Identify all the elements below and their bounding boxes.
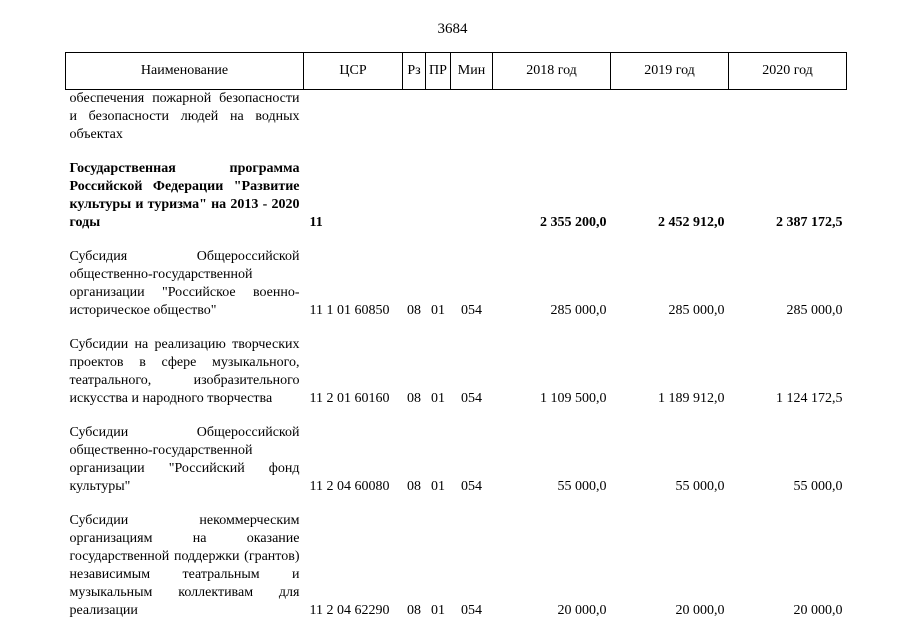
row-2019: 1 189 912,0	[658, 391, 725, 406]
row-name: Субсидии Общероссийской общественно-государственной организации "Российский фонд культуры"	[69, 425, 300, 494]
row-spacer	[66, 408, 847, 424]
row-spacer	[66, 320, 847, 336]
header-2020: 2020 год	[729, 53, 847, 90]
row-name: Субсидия Общероссийской общественно-государственной организации "Российское военно-историческое общество"	[69, 249, 300, 318]
row-csr: 11	[309, 215, 323, 230]
row-rz: 08	[407, 603, 421, 618]
row-pr: 01	[431, 303, 445, 318]
row-min: 054	[461, 603, 482, 618]
table-row	[66, 336, 847, 408]
table-row	[66, 160, 847, 232]
header-2018: 2018 год	[493, 53, 611, 90]
row-2019: 285 000,0	[668, 303, 725, 318]
row-2019	[611, 90, 729, 145]
row-2020: 1 124 172,5	[776, 391, 843, 406]
row-2020: 285 000,0	[786, 303, 843, 318]
row-name: Государственная программа Российской Федерации "Развитие культуры и туризма" на 2013 - 2020 годы	[69, 161, 300, 230]
row-pr	[426, 90, 451, 145]
row-2018: 20 000,0	[557, 603, 607, 618]
row-csr	[304, 90, 403, 145]
row-2018	[493, 90, 611, 145]
row-name: обеспечения пожарной безопасности и безопасности людей на водных объектах	[69, 91, 300, 142]
row-2020: 2 387 172,5	[776, 215, 843, 230]
row-2020: 55 000,0	[793, 479, 843, 494]
row-name: Субсидии на реализацию творческих проектов в сфере музыкального, театрального, изобразительного искусства и народного творчества	[69, 337, 300, 406]
budget-table	[65, 52, 847, 620]
row-rz: 08	[407, 303, 421, 318]
row-2018: 2 355 200,0	[540, 215, 607, 230]
row-2018: 1 109 500,0	[540, 391, 607, 406]
header-name: Наименование	[66, 53, 304, 90]
header-pr: ПР	[426, 53, 451, 90]
row-pr: 01	[431, 603, 445, 618]
table-row	[66, 248, 847, 320]
row-2020: 20 000,0	[793, 603, 843, 618]
row-csr: 11 2 01 60160	[309, 391, 390, 406]
row-2019: 20 000,0	[675, 603, 725, 618]
row-pr: 01	[431, 479, 445, 494]
row-rz: 08	[407, 479, 421, 494]
page-number: 3684	[437, 21, 468, 37]
table-row	[66, 424, 847, 496]
row-2020	[729, 90, 847, 145]
row-min	[451, 90, 493, 145]
row-min	[451, 160, 493, 232]
row-name: Субсидии некоммерческим организациям на оказание государственной поддержки (грантов) независимым театральным и музыкальным коллективам для реализации	[69, 513, 300, 618]
row-spacer	[66, 232, 847, 248]
row-spacer	[66, 144, 847, 160]
row-csr: 11 2 04 62290	[309, 603, 390, 618]
row-2018: 55 000,0	[557, 479, 607, 494]
row-pr	[426, 160, 451, 232]
header-csr: ЦСР	[304, 53, 403, 90]
header-2019: 2019 год	[611, 53, 729, 90]
row-csr: 11 1 01 60850	[309, 303, 390, 318]
header-min: Мин	[451, 53, 493, 90]
row-spacer	[66, 496, 847, 512]
row-csr: 11 2 04 60080	[309, 479, 390, 494]
row-min: 054	[461, 479, 482, 494]
table-header-row	[66, 53, 847, 90]
row-min: 054	[461, 391, 482, 406]
table-row	[66, 90, 847, 145]
row-2018: 285 000,0	[550, 303, 607, 318]
row-pr: 01	[431, 391, 445, 406]
row-min: 054	[461, 303, 482, 318]
row-rz: 08	[407, 391, 421, 406]
row-2019: 2 452 912,0	[658, 215, 725, 230]
table-row	[66, 512, 847, 620]
row-2019: 55 000,0	[675, 479, 725, 494]
row-rz	[403, 160, 426, 232]
header-rz: Рз	[403, 53, 426, 90]
row-rz	[403, 90, 426, 145]
